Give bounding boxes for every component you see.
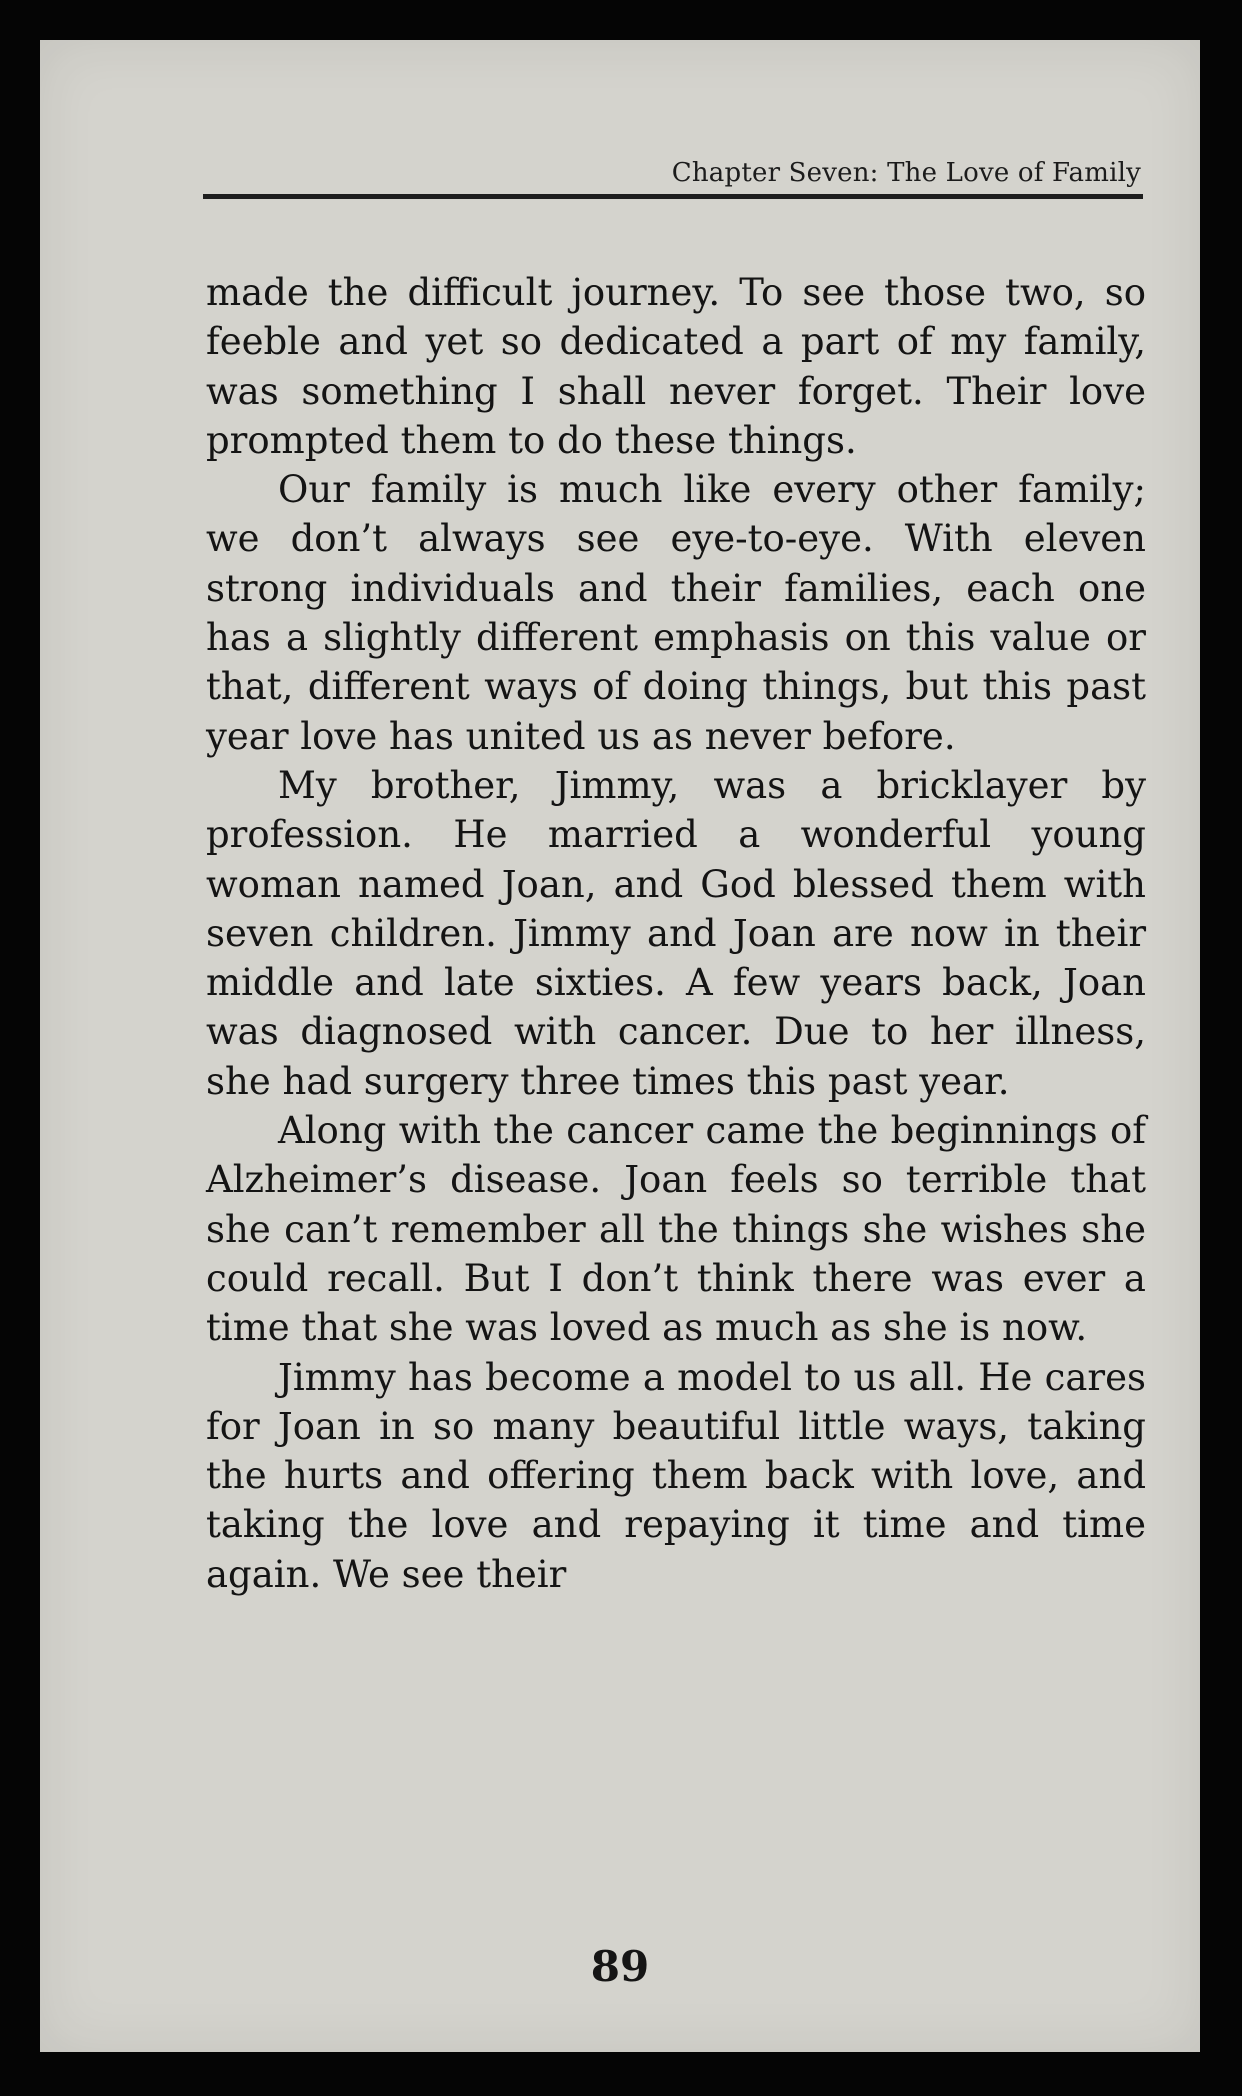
- header-rule: [203, 194, 1143, 199]
- book-page: [40, 40, 1200, 2052]
- running-head: Chapter Seven: The Love of Family: [671, 158, 1141, 188]
- paragraph: made the difficult journey. To see those two, so feeble and yet so dedicated a part of my family, was something I shall never forget. Their love prompted them to do these things.: [206, 271, 1146, 462]
- paragraph: Along with the cancer came the beginnings of Alzheimer’s disease. Joan feels so terrible that she can’t remember all the things she wishes she could recall. But I don’t think there was ever a time that she was loved as much as she is now.: [206, 1109, 1146, 1350]
- paragraph: Our family is much like every other family; we don’t always see eye-to-eye. With eleven strong individuals and their families, each one has a slightly different emphasis on this value or that, different ways of doing things, but this past year love has united us as never before.: [206, 468, 1146, 758]
- page-number: 89: [590, 1942, 650, 1991]
- paragraph: Jimmy has become a model to us all. He cares for Joan in so many beautiful little ways, taking the hurts and offering them back with love, and taking the love and repaying it time and time again. We see their: [206, 1355, 1146, 1596]
- body-text: [206, 268, 1146, 1599]
- paragraph: My brother, Jimmy, was a bricklayer by profession. He married a wonderful young woman named Joan, and God blessed them with seven children. Jimmy and Joan are now in their middle and late sixties. A few years back, Joan was diagnosed with cancer. Due to her illness, she had surgery three times this past year.: [206, 763, 1146, 1103]
